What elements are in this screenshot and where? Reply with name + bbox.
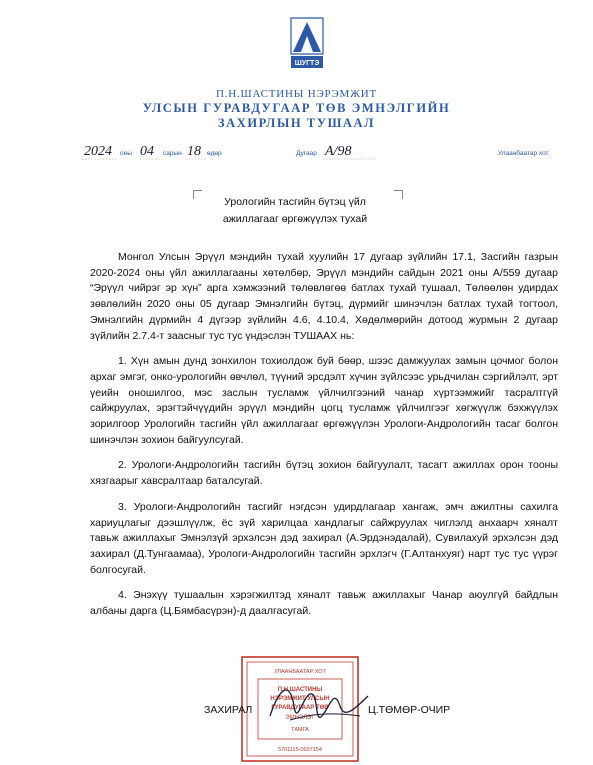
order-type-line: ЗАХИРЛЫН ТУШААЛ <box>217 116 376 130</box>
order-item-4: 4. Энэхүү тушаалын хэрэгжилтэд хяналт тавьж ажиллахыг Чанар аюулгүй байдлын албаны дарга (Ц.Бямбасүрэн)-д даалгасугай. <box>90 589 558 618</box>
order-subject <box>200 194 390 228</box>
date-month-label: сарын <box>163 150 182 157</box>
order-number: A/98 <box>325 144 352 159</box>
svg-text:ГУРАВДУГААР ТӨВ: ГУРАВДУГААР ТӨВ <box>271 705 329 711</box>
hospital-logo <box>287 14 327 72</box>
intro-paragraph: Монгол Улсын Эрүүл мэндийн тухай хуулийн 17 дугаар зүйлийн 17.1, Засгийн газрын 2020-2024 оны үйл ажиллагааны хөтөлбөр, Эрүүл мэндийн сайдын 2021 оны А/559 дугаар “Эрүүл чийрэг эр хүн” арга хэмжээний төлөвлөгөө батлах тухай тушаал, Төлөөлөн удирдах зөвлөлийн 2020 оны 05 дугаар Эмнэлгийн бүтэц, дүрмийг шинэчлэн батлах тухай тогтоол, Эмнэлгийн дүрмийн 4 дүгээр зүйлийн 4.6, 4.10.4, Хөдөлмөрийн дотоод журмын 2 дугаар зүйлийн 2.7.4-т заасныг тус тус үндэслэн ТУШААХ нь: <box>90 251 558 342</box>
date-number-line <box>0 145 593 163</box>
signature-name: Ц.ТӨМӨР-ОЧИР <box>368 704 451 716</box>
subject-line-2: ажиллагааг өргөжүүлэх тухай <box>222 213 368 225</box>
subject-line-1: Урологийн тасгийн бүтэц үйл <box>224 196 366 208</box>
date-day: 18 <box>187 144 201 159</box>
date-year-label: оны <box>120 150 132 157</box>
director-signature <box>260 676 380 736</box>
date-year: 2024 <box>84 144 112 159</box>
city-label: Улаанбаатар хот <box>498 150 549 157</box>
date-day-label: өдөр <box>207 150 222 157</box>
svg-text:ТАМГА: ТАМГА <box>291 727 309 733</box>
number-label: Дугаар <box>296 150 317 157</box>
signature-title: ЗАХИРАЛ <box>204 704 253 716</box>
svg-text:5701115-0037154: 5701115-0037154 <box>278 747 322 753</box>
date-month: 04 <box>140 144 154 159</box>
order-item-1: 1. Хүн амын дунд зонхилон тохиолдож буй бөөр, шээс дамжуулах замын цочмог болон архаг эмгэг, онко-урологийн өвчлөл, түүний эрсдэлт хүчин зүйлсээс урьдчилан сэргийлэлт, эрт үеийн оношилгоо, мэс заслын тусламж үйлчилгээний чанар хүртээмжийг тасралтгүй сайжруулах, эрэгтэйчүүдийн эрүүл мэндийн цогц тусламж үйлчилгээг хөгжүүлж бэхжүүлэх зорилгоор Урологийн тасгийн үйл ажиллагааг өргөжүүлэн Урологи-Андрологийн тасаг болгон шинэчлэн зохион байгуулсугай. <box>90 355 558 446</box>
order-item-2: 2. Урологи-Андрологийн тасгийн бүтэц зохион байгуулалт, тасагт ажиллах орон тооны хязгаарыг хавсралтаар баталсугай. <box>90 459 558 488</box>
hospital-name-line: П.Н.ШАСТИНЫ НЭРЭМЖИТ <box>215 88 378 100</box>
logo-text: ШУГТЭ <box>294 60 320 67</box>
order-body <box>90 250 558 620</box>
subject-corner-right <box>394 190 403 199</box>
order-item-3: 3. Урологи-Андрологийн тасгийг нэгдсэн удирдлагаар хангаж, эмч ажилтны сахилга хариуцлагыг дээшлүүлж, ёс зүй харилцаа хандлагыг сайжруулах чиглэлд анхаарч хяналт тавьж ажиллахыг Эмнэлзүй эрхэлсэн дэд захирал (А.Эрдэнэдалай), Сувилахуй эрхэлсэн дэд захирал (Д.Тунгаамаа), Урологи-Андрологийн тасгийн эрхлэгч (Г.Алтанхуяг) нарт тус тус үүрэг болгосугай. <box>90 500 558 576</box>
svg-text:П.Н.ШАСТИНЫ: П.Н.ШАСТИНЫ <box>277 687 323 693</box>
date-underline <box>82 158 382 161</box>
svg-text:ЭМНЭЛЭГ: ЭМНЭЛЭГ <box>285 715 315 721</box>
svg-text:УЛААНБААТАР ХОТ: УЛААНБААТАР ХОТ <box>274 669 326 675</box>
svg-text:НЭРЭМЖИТ УЛСЫН: НЭРЭМЖИТ УЛСЫН <box>270 696 330 702</box>
hospital-title-line: УЛСЫН ГУРАВДУГААР ТӨВ ЭМНЭЛГИЙН <box>142 101 451 115</box>
